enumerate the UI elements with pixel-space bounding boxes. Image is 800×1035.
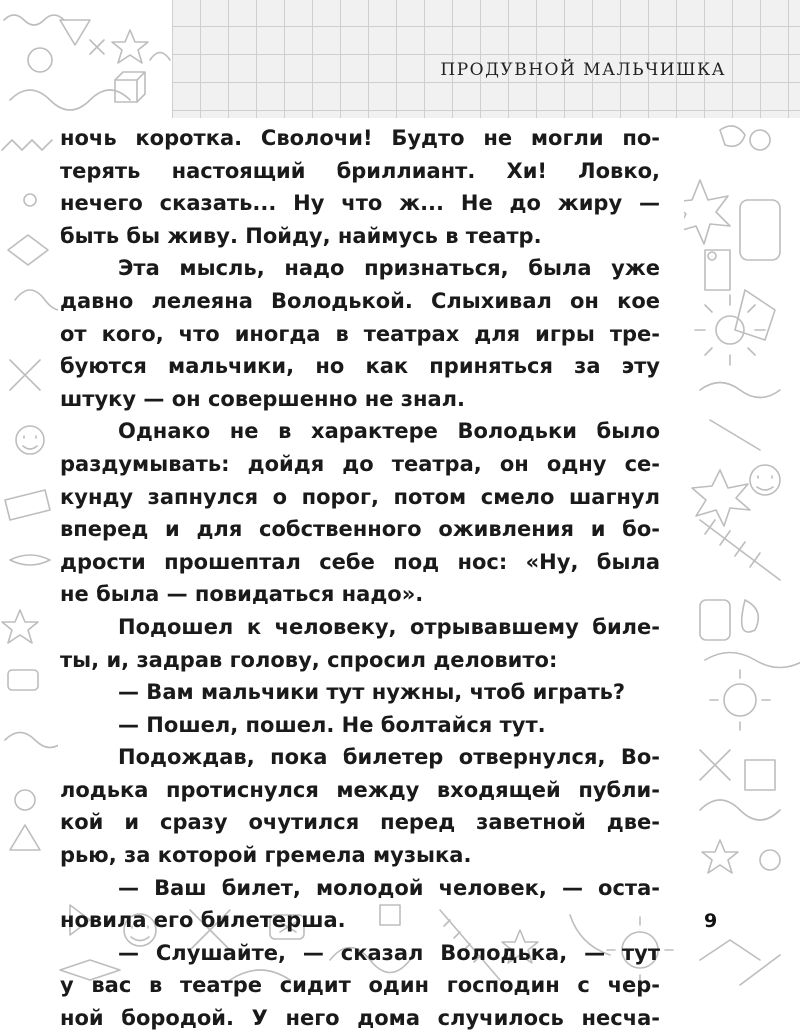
text-line: рью, за которой гремела музыка. bbox=[60, 843, 472, 868]
text-line: буются мальчики, но как приняться за эту bbox=[60, 354, 660, 379]
text-line: — Слушайте, — сказал Володька, — тут bbox=[118, 940, 660, 965]
text-line: — Ваш билет, молодой человек, — оста- bbox=[118, 875, 660, 900]
text-line: — Вам мальчики тут нужны, чтоб играть? bbox=[118, 680, 626, 705]
wavy-line-doodle bbox=[4, 15, 64, 25]
text-line: нечего сказать... Ну что ж... Не до жиру — bbox=[60, 191, 660, 216]
text-line: Подождав, пока билетер отвернулся, Во- bbox=[118, 745, 660, 770]
text-line: дрости прошептал себе под нос: «Ну, была bbox=[60, 549, 660, 574]
text-line: быть бы живу. Пойду, наймусь в театр. bbox=[60, 223, 542, 248]
text-line: Подошел к человеку, отрывавшему биле- bbox=[118, 614, 660, 639]
page-number: 9 bbox=[704, 910, 718, 932]
text-line: ночь коротка. Сволочи! Будто не могли по- bbox=[60, 126, 660, 150]
text-line: Эта мысль, надо признаться, была уже bbox=[118, 256, 660, 281]
text-line: терять настоящий бриллиант. Хи! Ловко, bbox=[60, 158, 660, 183]
scribble-doodle bbox=[10, 90, 130, 110]
running-header: ПРОДУВНОЙ МАЛЬЧИШКА bbox=[440, 60, 726, 80]
text-line: Однако не в характере Володьки было bbox=[118, 419, 660, 444]
text-line: штуку — он совершенно не знал. bbox=[60, 386, 466, 411]
text-line: давно лелеяна Володькой. Слыхивал он кое bbox=[60, 288, 660, 313]
text-line: ной бородой. У него дома случилось несча- bbox=[60, 1006, 660, 1031]
text-line: лодька протиснулся между входящей публи- bbox=[60, 777, 660, 802]
circle-doodle bbox=[28, 48, 52, 72]
text-line: кой и сразу очутился перед заветной две- bbox=[60, 810, 660, 835]
star-doodle bbox=[112, 30, 148, 63]
text-line: кунду запнулся о порог, потом смело шагнул bbox=[60, 484, 660, 509]
book-text bbox=[60, 122, 660, 1035]
text-line: у вас в театре сидит один господин с чер- bbox=[60, 973, 660, 998]
text-line: вперед и для собственного оживления и бо- bbox=[60, 517, 660, 542]
text-line: раздумывать: дойдя до театра, он одну се- bbox=[60, 451, 660, 476]
header-grid-panel bbox=[172, 0, 800, 118]
text-line: от кого, что иногда в театрах для игры тре- bbox=[60, 321, 660, 346]
text-line: не была — повидаться надо». bbox=[60, 582, 424, 607]
text-line: — Пошел, пошел. Не болтайся тут. bbox=[118, 712, 546, 737]
cross-doodle bbox=[90, 40, 104, 54]
text-line: ты, и, задрав голову, спросил деловито: bbox=[60, 647, 558, 672]
zigzag-doodle bbox=[2, 140, 52, 150]
text-line: новила его билетерша. bbox=[60, 908, 346, 933]
